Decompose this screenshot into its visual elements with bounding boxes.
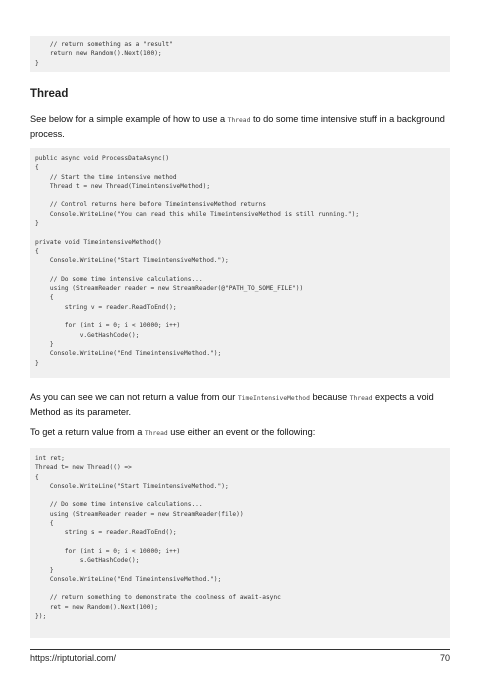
code-line: // return something to demonstrate the coolness of await-async bbox=[35, 594, 281, 602]
paragraph-return-value-before: To get a return value from a bbox=[30, 427, 145, 437]
inline-code-timeintensivemethod: TimeIntensiveMethod bbox=[237, 395, 310, 402]
paragraph-return-value-after: use either an event or the following: bbox=[167, 427, 316, 437]
paragraph-intro bbox=[30, 113, 450, 142]
paragraph-intro-text-before: See below for a simple example of how to use a bbox=[30, 114, 228, 124]
code-line: // Control returns here before TimeintensiveMethod returns bbox=[35, 201, 266, 209]
code-line: ret = new Random().Next(100); bbox=[35, 603, 158, 611]
code-line bbox=[35, 191, 450, 200]
footer-url: https://riptutorial.com/ bbox=[30, 653, 117, 663]
code-line: Thread t = new Thread(TimeintensiveMethod); bbox=[35, 182, 211, 190]
code-line: } bbox=[35, 59, 39, 67]
code-line: Console.WriteLine("Start TimeintensiveMethod."); bbox=[35, 482, 229, 490]
code-line bbox=[35, 491, 450, 500]
code-line: v.GetHashCode(); bbox=[35, 331, 140, 339]
inline-code-thread-2: Thread bbox=[349, 395, 373, 402]
code-line: } bbox=[35, 220, 39, 228]
code-line: { bbox=[35, 247, 39, 255]
code-line: Console.WriteLine("You can read this while TimeintensiveMethod is still running."); bbox=[35, 210, 360, 218]
inline-code-thread-3: Thread bbox=[144, 430, 168, 437]
code-line: // Do some time intensive calculations... bbox=[35, 275, 203, 283]
paragraph-intro-text-after: to do some time intensive stuff in a background process. bbox=[30, 114, 445, 139]
section-heading: Thread bbox=[30, 88, 69, 100]
code-line bbox=[35, 312, 450, 321]
code-line: } bbox=[35, 359, 39, 367]
code-line: } bbox=[35, 566, 54, 574]
code-line: using (StreamReader reader = new StreamReader(file)) bbox=[35, 510, 244, 518]
code-line: Thread t= new Thread(() => bbox=[35, 464, 132, 472]
code-line bbox=[35, 538, 450, 547]
code-line: Console.WriteLine("End TimeintensiveMethod."); bbox=[35, 350, 222, 358]
code-line: { bbox=[35, 294, 54, 302]
code-line: s.GetHashCode(); bbox=[35, 557, 140, 565]
code-line: Console.WriteLine("Start TimeintensiveMethod."); bbox=[35, 257, 229, 265]
footer-divider bbox=[30, 649, 450, 650]
inline-code-thread: Thread bbox=[227, 117, 251, 124]
code-block-2 bbox=[30, 148, 450, 378]
page-number: 70 bbox=[439, 653, 450, 663]
code-line: for (int i = 0; i < 10000; i++) bbox=[35, 322, 181, 330]
paragraph-void-method-part1: As you can see we can not return a value from our bbox=[30, 392, 238, 402]
code-line bbox=[35, 228, 450, 237]
code-line: { bbox=[35, 520, 54, 528]
code-line: { bbox=[35, 164, 39, 172]
code-line: // return something as a "result" bbox=[35, 41, 173, 48]
code-line: // Do some time intensive calculations... bbox=[35, 501, 203, 509]
paragraph-void-method-part3: expects a void Method as its parameter. bbox=[30, 392, 434, 417]
paragraph-void-method bbox=[30, 391, 450, 420]
code-line: string s = reader.ReadToEnd(); bbox=[35, 529, 177, 537]
code-line: private void TimeintensiveMethod() bbox=[35, 238, 162, 246]
paragraph-return-value bbox=[30, 426, 450, 441]
code-line: } bbox=[35, 340, 54, 348]
code-line: public async void ProcessDataAsync() bbox=[35, 155, 170, 162]
code-line: }); bbox=[35, 613, 47, 621]
code-line: int ret; bbox=[35, 455, 65, 462]
code-line: { bbox=[35, 473, 39, 481]
code-line bbox=[35, 584, 450, 593]
code-line: return new Random().Next(100); bbox=[35, 50, 162, 58]
code-block-1 bbox=[30, 36, 450, 72]
code-line: Console.WriteLine("End TimeintensiveMethod."); bbox=[35, 575, 222, 583]
code-line: // Start the time intensive method bbox=[35, 173, 177, 181]
code-line: using (StreamReader reader = new StreamReader(@"PATH_TO_SOME_FILE")) bbox=[35, 285, 304, 293]
code-line: for (int i = 0; i < 10000; i++) bbox=[35, 547, 181, 555]
code-line bbox=[35, 266, 450, 275]
code-line: string v = reader.ReadToEnd(); bbox=[35, 303, 177, 311]
code-block-3 bbox=[30, 448, 450, 638]
paragraph-void-method-part2: because bbox=[309, 392, 350, 402]
